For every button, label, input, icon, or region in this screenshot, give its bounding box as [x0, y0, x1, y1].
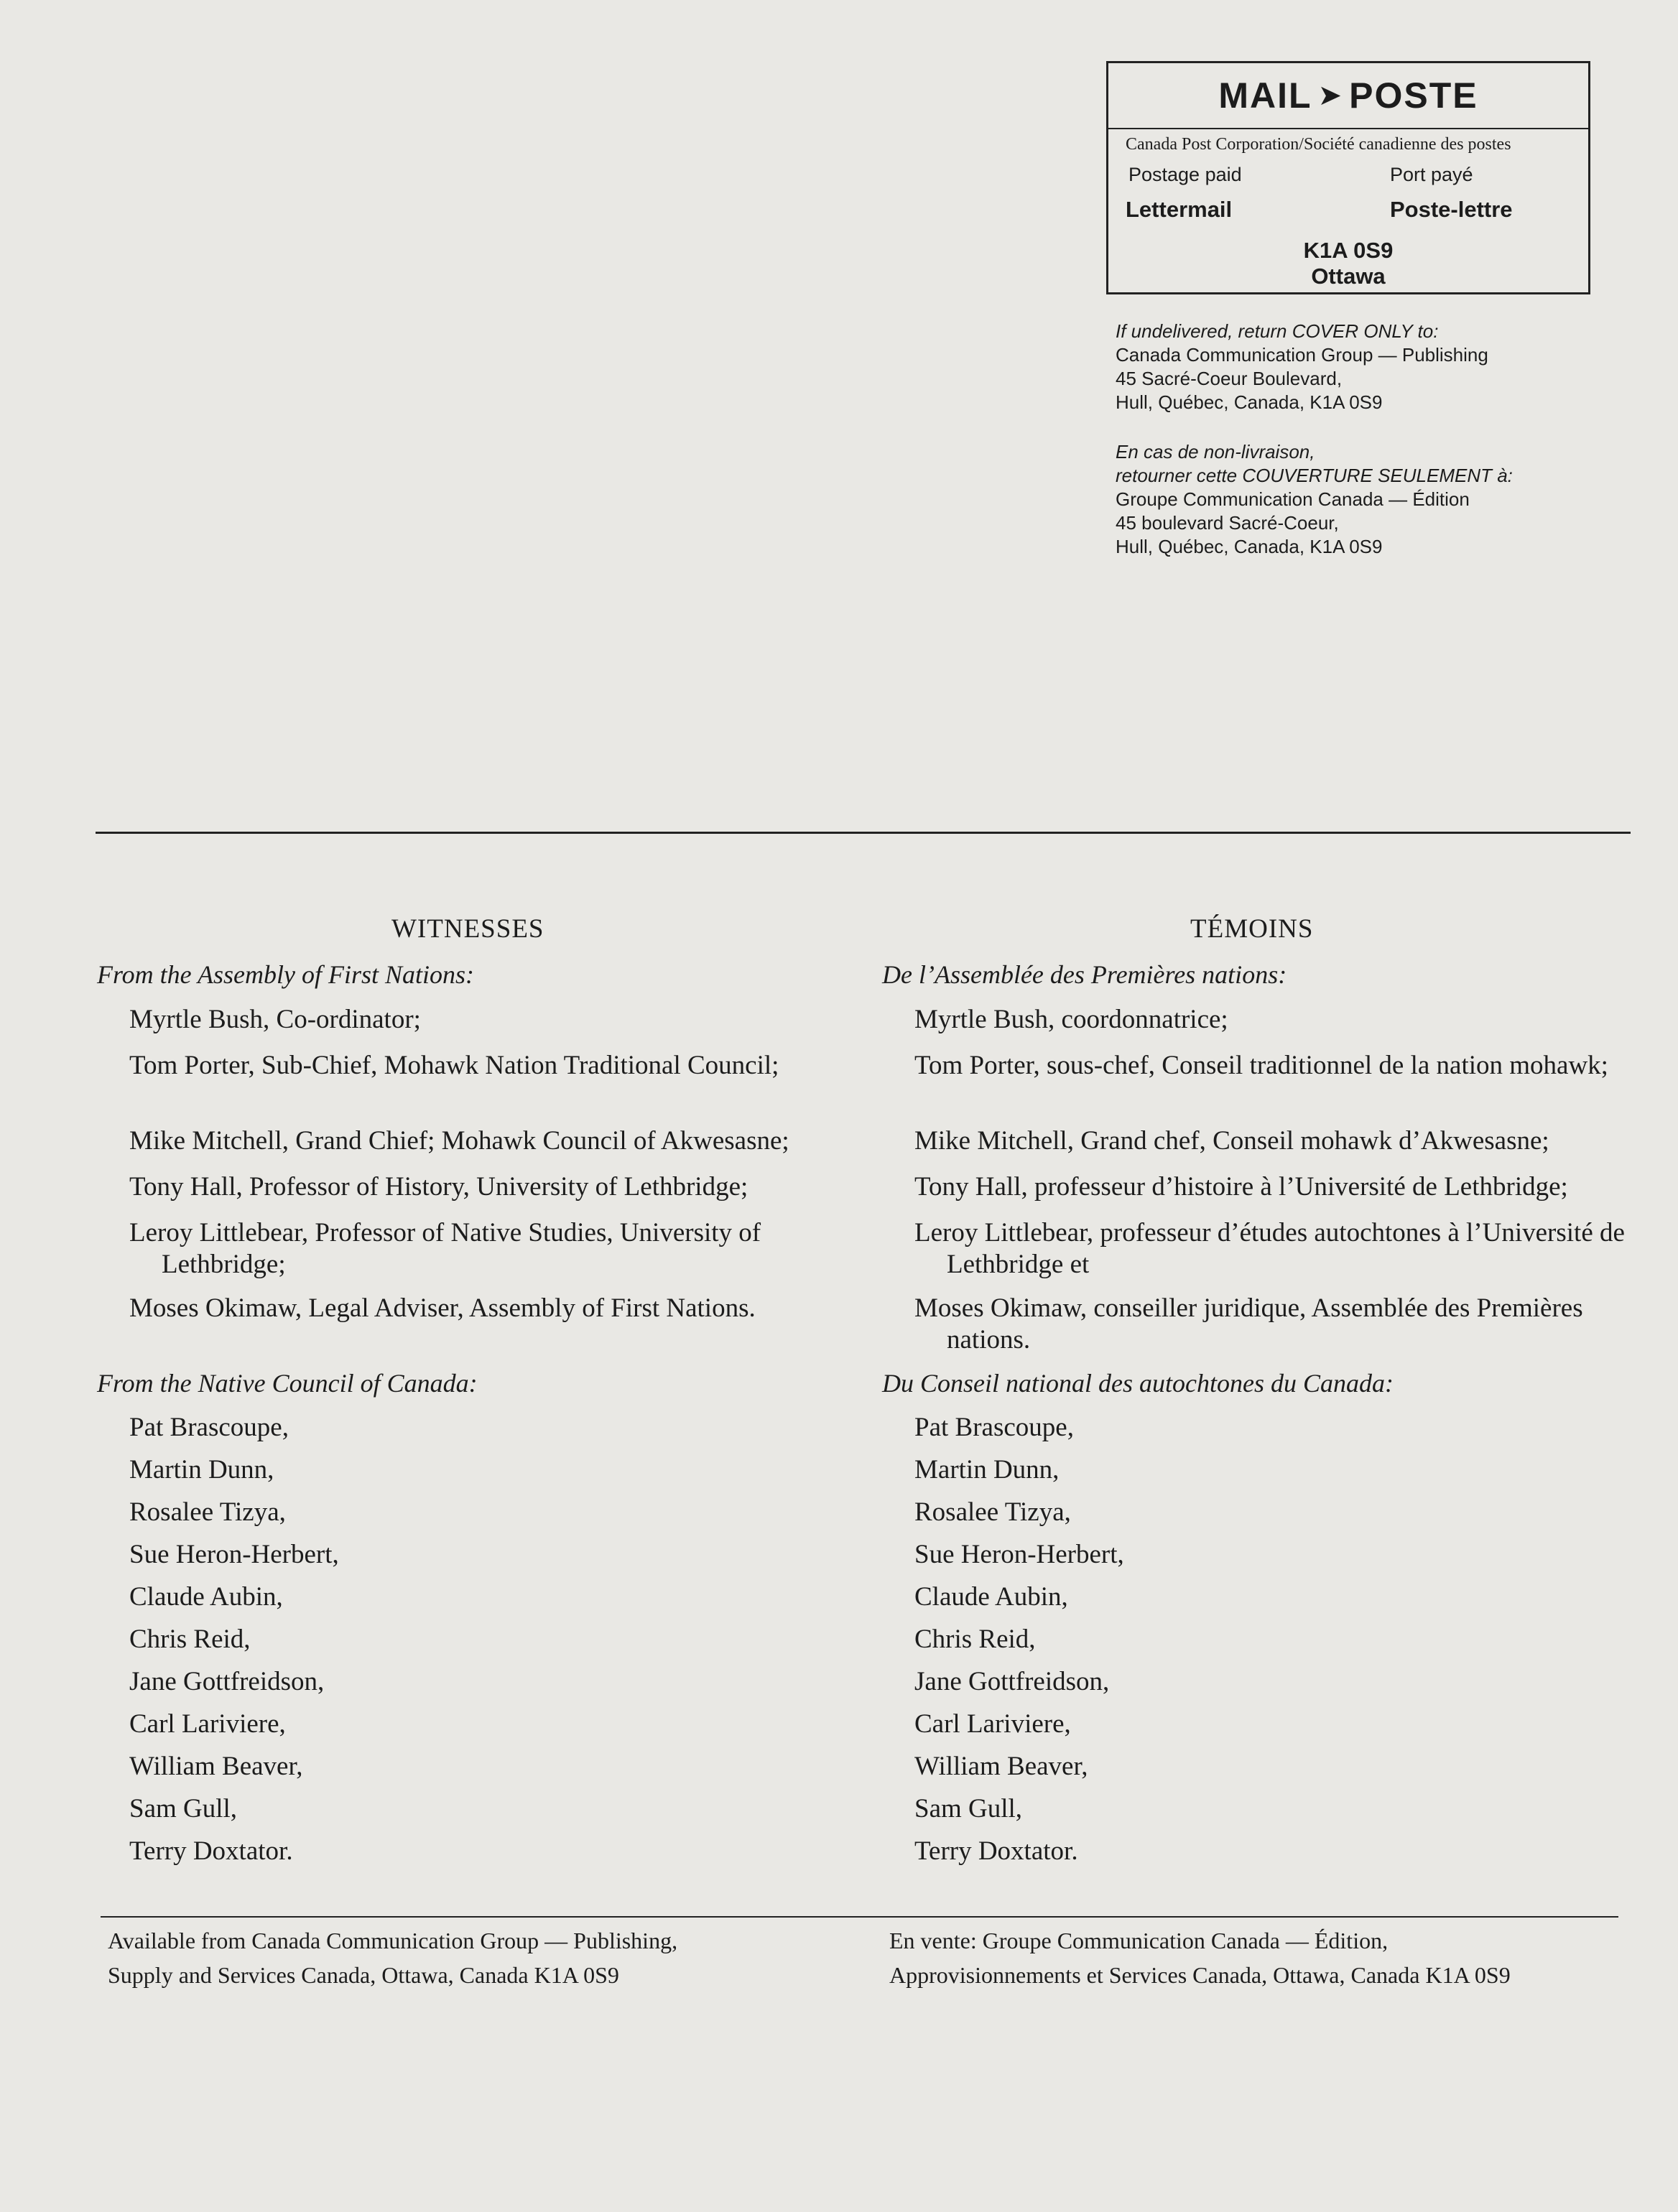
witness-entry-en: Myrtle Bush, Co-ordinator; [129, 1005, 421, 1034]
section-divider [96, 832, 1631, 834]
ncc-name-fr: Sue Heron-Herbert, [914, 1540, 1124, 1569]
witness-entry-en: Tony Hall, Professor of History, University of Lethbridge; [129, 1172, 748, 1202]
return-fr-line: retourner cette COUVERTURE SEULEMENT à: [1116, 465, 1513, 486]
indicia-divider [1108, 128, 1588, 129]
ncc-name-en: Sue Heron-Herbert, [129, 1540, 339, 1569]
return-fr-line: Groupe Communication Canada — Édition [1116, 488, 1470, 510]
ncc-name-fr: Chris Reid, [914, 1625, 1036, 1654]
port-paye-label: Port payé [1390, 164, 1473, 185]
ncc-name-fr: Pat Brascoupe, [914, 1413, 1074, 1442]
ncc-name-fr: Rosalee Tizya, [914, 1497, 1071, 1527]
ncc-name-fr: Sam Gull, [914, 1794, 1023, 1823]
witness-entry-fr: Mike Mitchell, Grand chef, Conseil mohawk d’Akwesasne; [914, 1126, 1549, 1156]
return-address-fr [1116, 440, 1513, 559]
ncc-heading-en: From the Native Council of Canada: [97, 1369, 478, 1398]
ncc-name-fr: Jane Gottfreidson, [914, 1667, 1110, 1696]
witnesses-heading: WITNESSES [391, 914, 544, 944]
ncc-name-en: Carl Lariviere, [129, 1709, 286, 1739]
mail-poste-title [1108, 75, 1588, 116]
return-en-line: Canada Communication Group — Publishing [1116, 344, 1488, 366]
ncc-name-fr: Carl Lariviere, [914, 1709, 1071, 1739]
ncc-name-fr: Claude Aubin, [914, 1582, 1068, 1612]
postal-city: Ottawa [1311, 264, 1386, 289]
witness-entry-en: Moses Okimaw, Legal Adviser, Assembly of First Nations. [129, 1293, 756, 1323]
witness-entry-en: Tom Porter, Sub-Chief, Mohawk Nation Traditional Council; [129, 1051, 779, 1080]
return-fr-line: Hull, Québec, Canada, K1A 0S9 [1116, 536, 1383, 557]
mail-label: MAIL [1218, 75, 1312, 116]
ncc-heading-fr: Du Conseil national des autochtones du Canada: [882, 1369, 1394, 1398]
footer-divider [101, 1916, 1618, 1918]
witness-entry-fr: Tom Porter, sous-chef, Conseil traditionnel de la nation mohawk; [914, 1051, 1608, 1080]
witness-entry-fr: Tony Hall, professeur d’histoire à l’Université de Lethbridge; [914, 1172, 1568, 1202]
ncc-name-en: Pat Brascoupe, [129, 1413, 289, 1442]
ncc-name-en: Martin Dunn, [129, 1455, 274, 1484]
post-corporation: Canada Post Corporation/Société canadienne des postes [1126, 135, 1511, 154]
footer-fr-line: Approvisionnements et Services Canada, Ottawa, Canada K1A 0S9 [889, 1962, 1511, 1988]
return-en-line: 45 Sacré-Coeur Boulevard, [1116, 368, 1343, 389]
footer-en-line: Available from Canada Communication Group — Publishing, [108, 1928, 678, 1953]
witness-entry-fr: Leroy Littlebear, professeur d’études autochtones à l’Université de Lethbridge et [914, 1218, 1625, 1279]
ncc-name-fr: Martin Dunn, [914, 1455, 1060, 1484]
ncc-name-fr: William Beaver, [914, 1752, 1088, 1781]
witness-entry-fr: Moses Okimaw, conseiller juridique, Assemblée des Premières nations. [914, 1293, 1583, 1354]
ncc-name-en: William Beaver, [129, 1752, 303, 1781]
witness-entry-en: Mike Mitchell, Grand Chief; Mohawk Council of Akwesasne; [129, 1126, 789, 1156]
witness-entry-fr: Myrtle Bush, coordonnatrice; [914, 1005, 1228, 1034]
postage-paid-label: Postage paid [1128, 164, 1242, 185]
footer-en-line: Supply and Services Canada, Ottawa, Canada K1A 0S9 [108, 1962, 619, 1988]
ncc-name-en: Chris Reid, [129, 1625, 251, 1654]
ncc-name-en: Claude Aubin, [129, 1582, 283, 1612]
footer-fr-line: En vente: Groupe Communication Canada — Édition, [889, 1928, 1389, 1953]
afn-heading-en: From the Assembly of First Nations: [97, 960, 474, 989]
temoins-heading: TÉMOINS [1190, 914, 1314, 944]
afn-heading-fr: De l’Assemblée des Premières nations: [882, 960, 1287, 989]
poste-label: POSTE [1349, 75, 1478, 116]
ncc-name-en: Terry Doxtator. [129, 1836, 293, 1866]
return-fr-line: 45 boulevard Sacré-Coeur, [1116, 512, 1339, 534]
return-en-line: Hull, Québec, Canada, K1A 0S9 [1116, 391, 1383, 413]
return-en-line: If undelivered, return COVER ONLY to: [1116, 320, 1439, 342]
postage-indicia [1106, 61, 1590, 294]
ncc-name-en: Rosalee Tizya, [129, 1497, 286, 1527]
witness-entry-en: Leroy Littlebear, Professor of Native Studies, University of Lethbridge; [129, 1218, 761, 1279]
return-fr-line: En cas de non-livraison, [1116, 441, 1315, 463]
postal-code: K1A 0S9 [1303, 238, 1394, 263]
poste-lettre-label: Poste-lettre [1390, 197, 1513, 222]
ncc-name-en: Sam Gull, [129, 1794, 238, 1823]
lettermail-label: Lettermail [1126, 197, 1233, 222]
return-address-en [1116, 320, 1488, 414]
footer-en [108, 1923, 677, 1992]
ncc-name-fr: Terry Doxtator. [914, 1836, 1078, 1866]
mail-arrow-icon: ➤ [1317, 80, 1344, 111]
footer-fr [889, 1923, 1511, 1992]
ncc-name-en: Jane Gottfreidson, [129, 1667, 325, 1696]
